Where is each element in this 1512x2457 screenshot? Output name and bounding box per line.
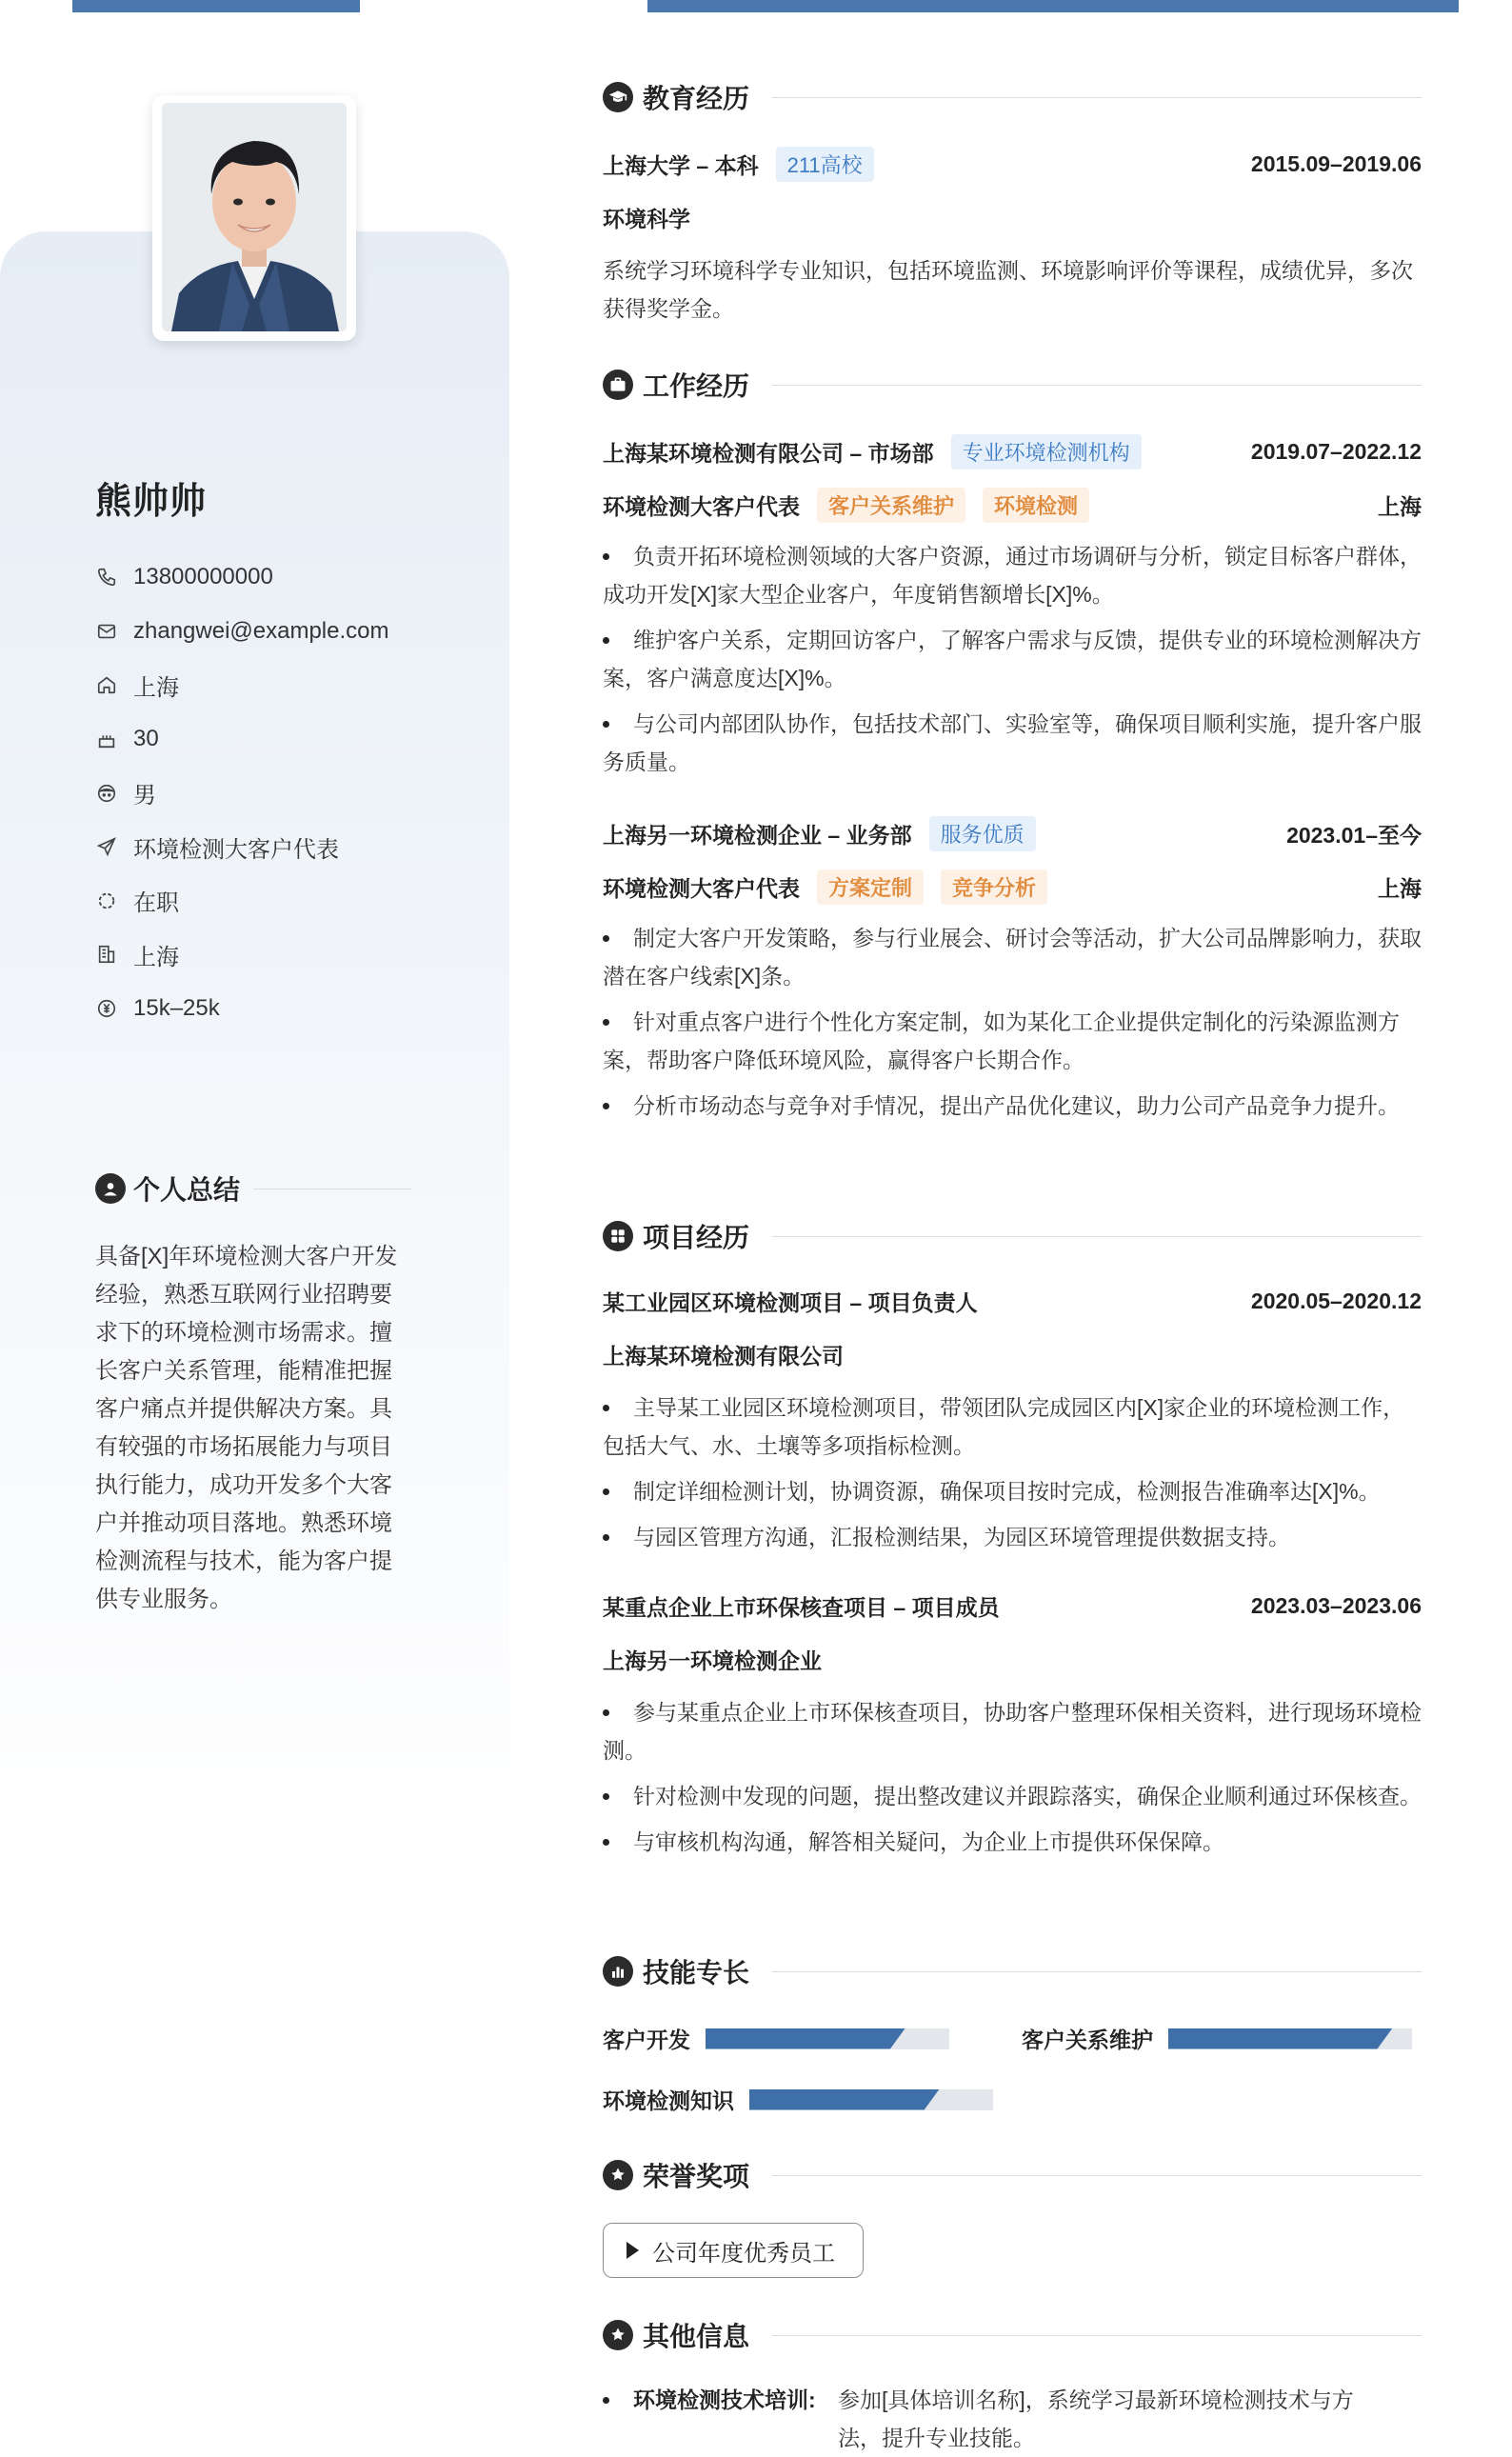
- skill-tag: 方案定制: [817, 869, 924, 905]
- skill-name: 客户关系维护: [1022, 2028, 1153, 2052]
- job-company: 上海另一环境检测企业 – 业务部: [603, 823, 912, 848]
- project-bullets: [603, 1388, 1422, 1564]
- list-item: 负责开拓环境检测领域的大客户资源，通过市场调研与分析，锁定目标客户群体，成功开发[X]家大型企业客户，年度销售额增长[X]%。: [603, 537, 1422, 613]
- award-item[interactable]: [603, 2223, 864, 2278]
- education-row: [603, 147, 1422, 182]
- list-item: 与园区管理方沟通，汇报检测结果，为园区环境管理提供数据支持。: [603, 1518, 1422, 1556]
- mail-icon: [95, 620, 118, 643]
- projects-title: 项目经历: [643, 1223, 750, 1252]
- job-date: 2023.01–至今: [1286, 823, 1422, 848]
- divider: [772, 385, 1422, 386]
- age-icon: [95, 728, 118, 750]
- project-org-row: [603, 1339, 1422, 1370]
- other-header: [603, 2316, 1422, 2354]
- info-text: zhangwei@example.com: [133, 617, 389, 644]
- bar-chart-icon: [603, 1956, 633, 1987]
- project-name: 某工业园区环境检测项目 – 项目负责人: [603, 1290, 978, 1315]
- skill-item: [603, 2084, 993, 2115]
- work-header: [603, 366, 1422, 404]
- school-tag: 211高校: [776, 147, 874, 182]
- job-role-row: [603, 488, 1422, 523]
- award-text: 公司年度优秀员工: [652, 2240, 835, 2267]
- info-icon: [603, 2320, 633, 2350]
- skill-item: [603, 2023, 949, 2054]
- job-company: 上海某环境检测有限公司 – 市场部: [603, 441, 934, 466]
- project-date: 2020.05–2020.12: [1250, 1288, 1422, 1313]
- skill-fill: [706, 2028, 905, 2049]
- top-accent-bar-left: [72, 0, 360, 12]
- grid-icon: [603, 1221, 633, 1251]
- list-item: 制定详细检测计划，协调资源，确保项目按时完成，检测报告准确率达[X]%。: [603, 1472, 1422, 1510]
- job-date: 2019.07–2022.12: [1250, 439, 1422, 464]
- info-city: [95, 658, 389, 712]
- info-position: [95, 820, 389, 874]
- info-gender: [95, 766, 389, 820]
- job-tag: 服务优质: [929, 816, 1036, 851]
- info-text: 上海: [133, 674, 179, 701]
- info-status: [95, 874, 389, 929]
- project-date: 2023.03–2023.06: [1250, 1593, 1422, 1618]
- honors-title: 荣誉奖项: [643, 2162, 750, 2191]
- summary-text: 具备[X]年环境检测大客户开发经验，熟悉互联网行业招聘要求下的环境检测市场需求。擅长客户关系管理，能精准把握客户痛点并提供解决方案。具有较强的市场拓展能力与项目执行能力，成功开发多个大客户并推动项目落地。熟悉环境检测流程与技术，能为客户提供专业服务。: [95, 1244, 398, 1612]
- list-item: 参与某重点企业上市环保核查项目，协助客户整理环保相关资料，进行现场环境检测。: [603, 1693, 1422, 1769]
- skill-tag: 客户关系维护: [817, 488, 965, 523]
- skill-tag: 竞争分析: [941, 869, 1047, 905]
- gender-icon: [95, 782, 118, 805]
- divider: [772, 97, 1422, 98]
- job-location: 上海: [1378, 876, 1422, 901]
- home-icon: [95, 673, 118, 696]
- skills-header: [603, 1952, 1422, 1990]
- other-label: 环境检测技术培训:: [633, 2387, 816, 2412]
- info-text: 30: [133, 726, 159, 752]
- job-role: 环境检测大客户代表: [603, 494, 800, 519]
- phone-icon: [95, 566, 118, 589]
- top-accent-bar-right: [647, 0, 1459, 12]
- divider: [772, 2335, 1422, 2336]
- education-date: 2015.09–2019.06: [1250, 151, 1422, 176]
- other-title: 其他信息: [643, 2322, 750, 2351]
- project-bullets: [603, 1693, 1422, 1868]
- info-email: [95, 605, 389, 659]
- person-icon: [95, 1173, 126, 1204]
- list-item: 主导某工业园区环境检测项目，带领团队完成园区内[X]家企业的环境检测工作，包括大气、水、土壤等多项指标检测。: [603, 1388, 1422, 1465]
- list-item: 与审核机构沟通，解答相关疑问，为企业上市提供环保保障。: [603, 1823, 1422, 1861]
- list-item: 针对重点客户进行个性化方案定制，如为某化工企业提供定制化的污染源监测方案，帮助客户降低环境风险，赢得客户长期合作。: [603, 1003, 1422, 1079]
- award-icon: [603, 2160, 633, 2190]
- school-name: 上海大学 – 本科: [603, 153, 759, 178]
- salary-icon: [95, 997, 118, 1020]
- job-bullets: [603, 919, 1422, 1132]
- project-org-row: [603, 1644, 1422, 1675]
- play-icon: [627, 2242, 639, 2259]
- project-header: [603, 1286, 1422, 1317]
- candidate-name: 熊帅帅: [95, 482, 208, 522]
- other-text: 参加[具体培训名称]，系统学习最新环境检测技术与方法，提升专业技能。: [838, 2387, 1354, 2450]
- major: 环境科学: [603, 207, 690, 231]
- job-location: 上海: [1378, 494, 1422, 519]
- list-item: 与公司内部团队协作，包括技术部门、实验室等，确保项目顺利实施，提升客户服务质量。: [603, 705, 1422, 781]
- info-text: 13800000000: [133, 564, 273, 590]
- info-text: 15k–25k: [133, 995, 220, 1022]
- honors-header: [603, 2156, 1422, 2194]
- major-row: [603, 202, 1422, 233]
- info-phone: [95, 550, 389, 605]
- list-item: 针对检测中发现的问题，提出整改建议并跟踪落实，确保企业顺利通过环保核查。: [603, 1777, 1422, 1815]
- job-role-row: [603, 869, 1422, 905]
- education-title: 教育经历: [643, 84, 750, 113]
- avatar: [152, 95, 356, 341]
- education-desc: 系统学习环境科学专业知识，包括环境监测、环境影响评价等课程，成绩优异，多次获得奖学金。: [603, 258, 1413, 321]
- projects-header: [603, 1217, 1422, 1255]
- info-text: 上海: [133, 944, 179, 970]
- skill-bar: [706, 2028, 949, 2049]
- skill-item: [1022, 2023, 1412, 2054]
- education-header: [603, 78, 1422, 116]
- status-icon: [95, 889, 118, 912]
- list-item: 分析市场动态与竞争对手情况，提出产品优化建议，助力公司产品竞争力提升。: [603, 1087, 1422, 1125]
- divider: [772, 1236, 1422, 1237]
- summary-title: 个人总结: [133, 1175, 241, 1205]
- list-item: 制定大客户开发策略，参与行业展会、研讨会等活动，扩大公司品牌影响力，获取潜在客户线索[X]条。: [603, 919, 1422, 995]
- skill-bar: [749, 2089, 993, 2110]
- graduation-cap-icon: [603, 82, 633, 112]
- info-age: [95, 712, 389, 767]
- contact-info-list: [95, 550, 389, 1035]
- skill-fill: [1168, 2028, 1393, 2049]
- skills-title: 技能专长: [643, 1958, 750, 1988]
- list-item: 维护客户关系，定期回访客户，了解客户需求与反馈，提供专业的环境检测解决方案，客户满意度达[X]%。: [603, 621, 1422, 697]
- skill-name: 环境检测知识: [603, 2088, 734, 2113]
- job-tag: 专业环境检测机构: [951, 434, 1142, 469]
- info-salary: [95, 982, 389, 1036]
- info-workplace: [95, 928, 389, 982]
- skill-fill: [749, 2089, 940, 2110]
- briefcase-icon: [603, 370, 633, 400]
- job-header: [603, 816, 1422, 851]
- avatar-photo: [162, 103, 347, 331]
- job-header: [603, 434, 1422, 469]
- divider: [772, 2175, 1422, 2176]
- project-org: 上海另一环境检测企业: [603, 1648, 822, 1673]
- info-text: 在职: [133, 890, 179, 917]
- job-bullets: [603, 537, 1422, 789]
- info-text: 男: [133, 783, 156, 809]
- work-title: 工作经历: [643, 371, 750, 401]
- skill-tag: 环境检测: [983, 488, 1089, 523]
- skill-bar: [1168, 2028, 1412, 2049]
- summary-header: [95, 1169, 411, 1208]
- bullet: [603, 2397, 609, 2404]
- skill-name: 客户开发: [603, 2028, 690, 2052]
- building-icon: [95, 943, 118, 966]
- divider: [772, 1971, 1422, 1972]
- project-name: 某重点企业上市环保核查项目 – 项目成员: [603, 1595, 1000, 1620]
- info-text: 环境检测大客户代表: [133, 836, 339, 863]
- job-role: 环境检测大客户代表: [603, 876, 800, 901]
- project-org: 上海某环境检测有限公司: [603, 1344, 844, 1368]
- project-header: [603, 1590, 1422, 1622]
- send-icon: [95, 835, 118, 858]
